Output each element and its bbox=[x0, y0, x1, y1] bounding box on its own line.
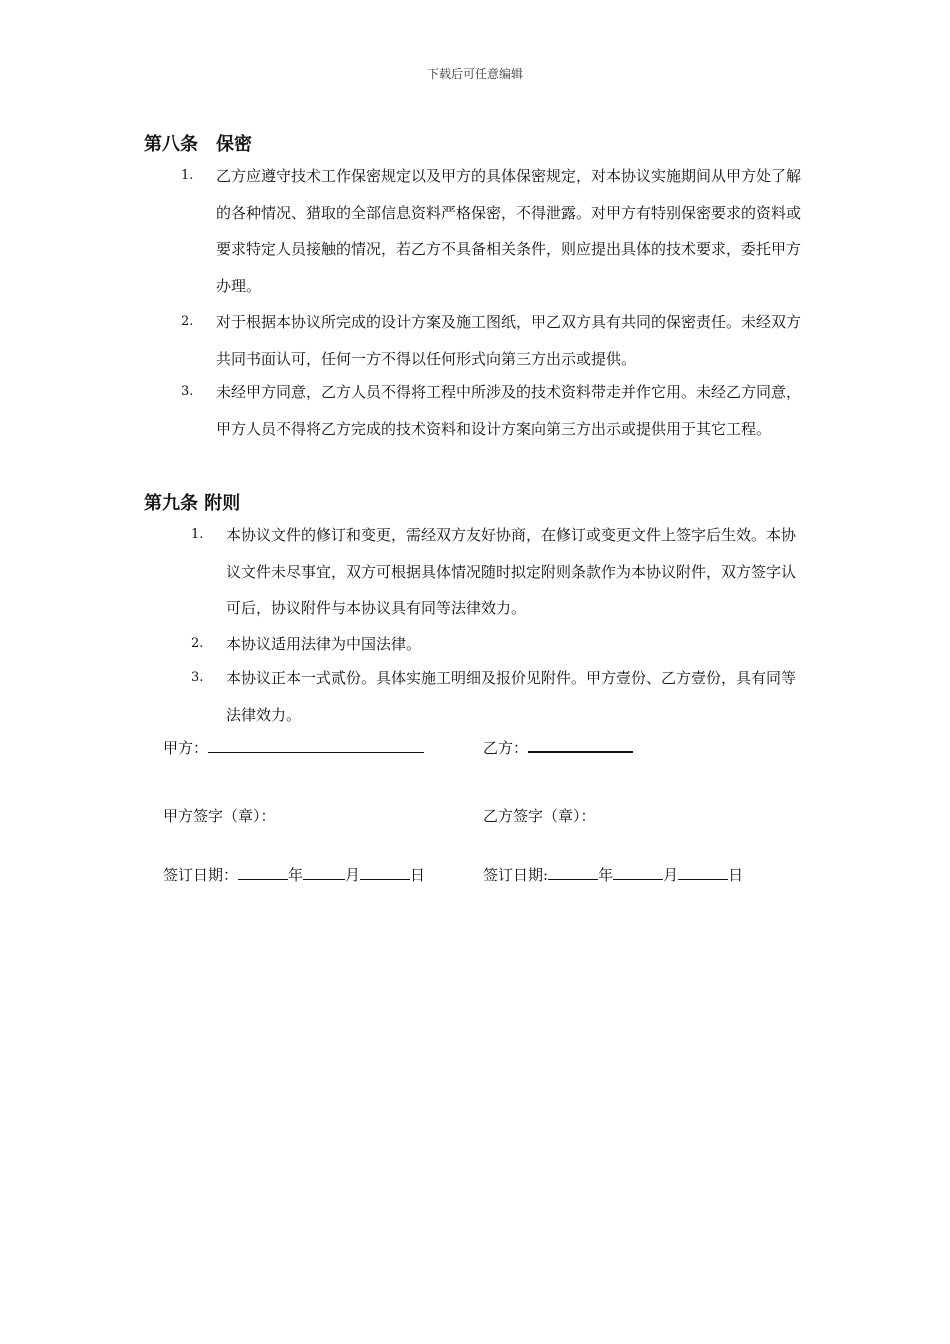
date-label: 签订日期： bbox=[163, 866, 239, 884]
item-number: 1. bbox=[181, 168, 194, 183]
item-number: 3. bbox=[181, 384, 194, 399]
party-b-label: 乙方： bbox=[483, 739, 529, 757]
party-a-date bbox=[163, 864, 425, 885]
month-blank[interactable] bbox=[303, 865, 345, 880]
party-a-signature: 甲方签字（章）： bbox=[163, 807, 276, 825]
article-9-heading: 第九条 附则 bbox=[144, 493, 241, 514]
day-blank[interactable] bbox=[360, 865, 410, 880]
party-b-line bbox=[483, 737, 633, 758]
party-a-label: 甲方： bbox=[163, 739, 209, 757]
item-text: 本协议正本一式贰份。具体实施工明细及报价见附件。甲方壹份、乙方壹份，具有同等法律效力。 bbox=[226, 669, 797, 724]
item-text: 对于根据本协议所完成的设计方案及施工图纸，甲乙双方具有共同的保密责任。未经双方共同书面认可，任何一方不得以任何形式向第三方出示或提供。 bbox=[216, 313, 802, 368]
item-text: 本协议文件的修订和变更，需经双方友好协商，在修订或变更文件上签字后生效。本协议文件未尽事宜，双方可根据具体情况随时拟定附则条款作为本协议附件，双方签字认可后，协议附件与本协议具有同等法律效力。 bbox=[226, 526, 797, 617]
article-9-item-1 bbox=[191, 517, 808, 627]
month-label: 月 bbox=[345, 866, 361, 884]
day-label: 日 bbox=[410, 866, 426, 884]
year-blank[interactable] bbox=[548, 865, 598, 880]
party-b-blank[interactable] bbox=[528, 737, 633, 753]
year-label: 年 bbox=[598, 866, 614, 884]
party-b-date bbox=[483, 864, 743, 885]
party-b-signature: 乙方签字（章）： bbox=[483, 807, 596, 825]
day-label: 日 bbox=[728, 866, 744, 884]
page-header-note: 下载后可任意编辑 bbox=[426, 67, 523, 81]
item-number: 2. bbox=[191, 636, 204, 651]
item-text: 未经甲方同意，乙方人员不得将工程中所涉及的技术资料带走并作它用。未经乙方同意，甲方人员不得将乙方完成的技术资料和设计方案向第三方出示或提供用于其它工程。 bbox=[216, 383, 802, 438]
date-label: 签订日期: bbox=[483, 866, 549, 884]
article-8-heading: 第八条 保密 bbox=[144, 134, 252, 155]
year-label: 年 bbox=[288, 866, 304, 884]
party-a-line bbox=[163, 737, 424, 758]
item-number: 3. bbox=[191, 670, 204, 685]
month-blank[interactable] bbox=[613, 865, 663, 880]
day-blank[interactable] bbox=[678, 865, 728, 880]
article-9-item-2 bbox=[191, 626, 808, 663]
party-a-blank[interactable] bbox=[208, 738, 424, 753]
item-text: 乙方应遵守技术工作保密规定以及甲方的具体保密规定，对本协议实施期间从甲方处了解的各种情况、猎取的全部信息资料严格保密，不得泄露。对甲方有特别保密要求的资料或要求特定人员接触的情况，若乙方不具备相关条件，则应提出具体的技术要求，委托甲方办理。 bbox=[216, 167, 802, 295]
item-text: 本协议适用法律为中国法律。 bbox=[226, 635, 422, 653]
article-8-item-3 bbox=[181, 374, 806, 447]
year-blank[interactable] bbox=[238, 865, 288, 880]
article-8-item-2 bbox=[181, 304, 806, 377]
item-number: 1. bbox=[191, 527, 204, 542]
article-8-item-1 bbox=[181, 158, 806, 304]
month-label: 月 bbox=[663, 866, 679, 884]
item-number: 2. bbox=[181, 314, 194, 329]
article-9-item-3 bbox=[191, 660, 808, 733]
